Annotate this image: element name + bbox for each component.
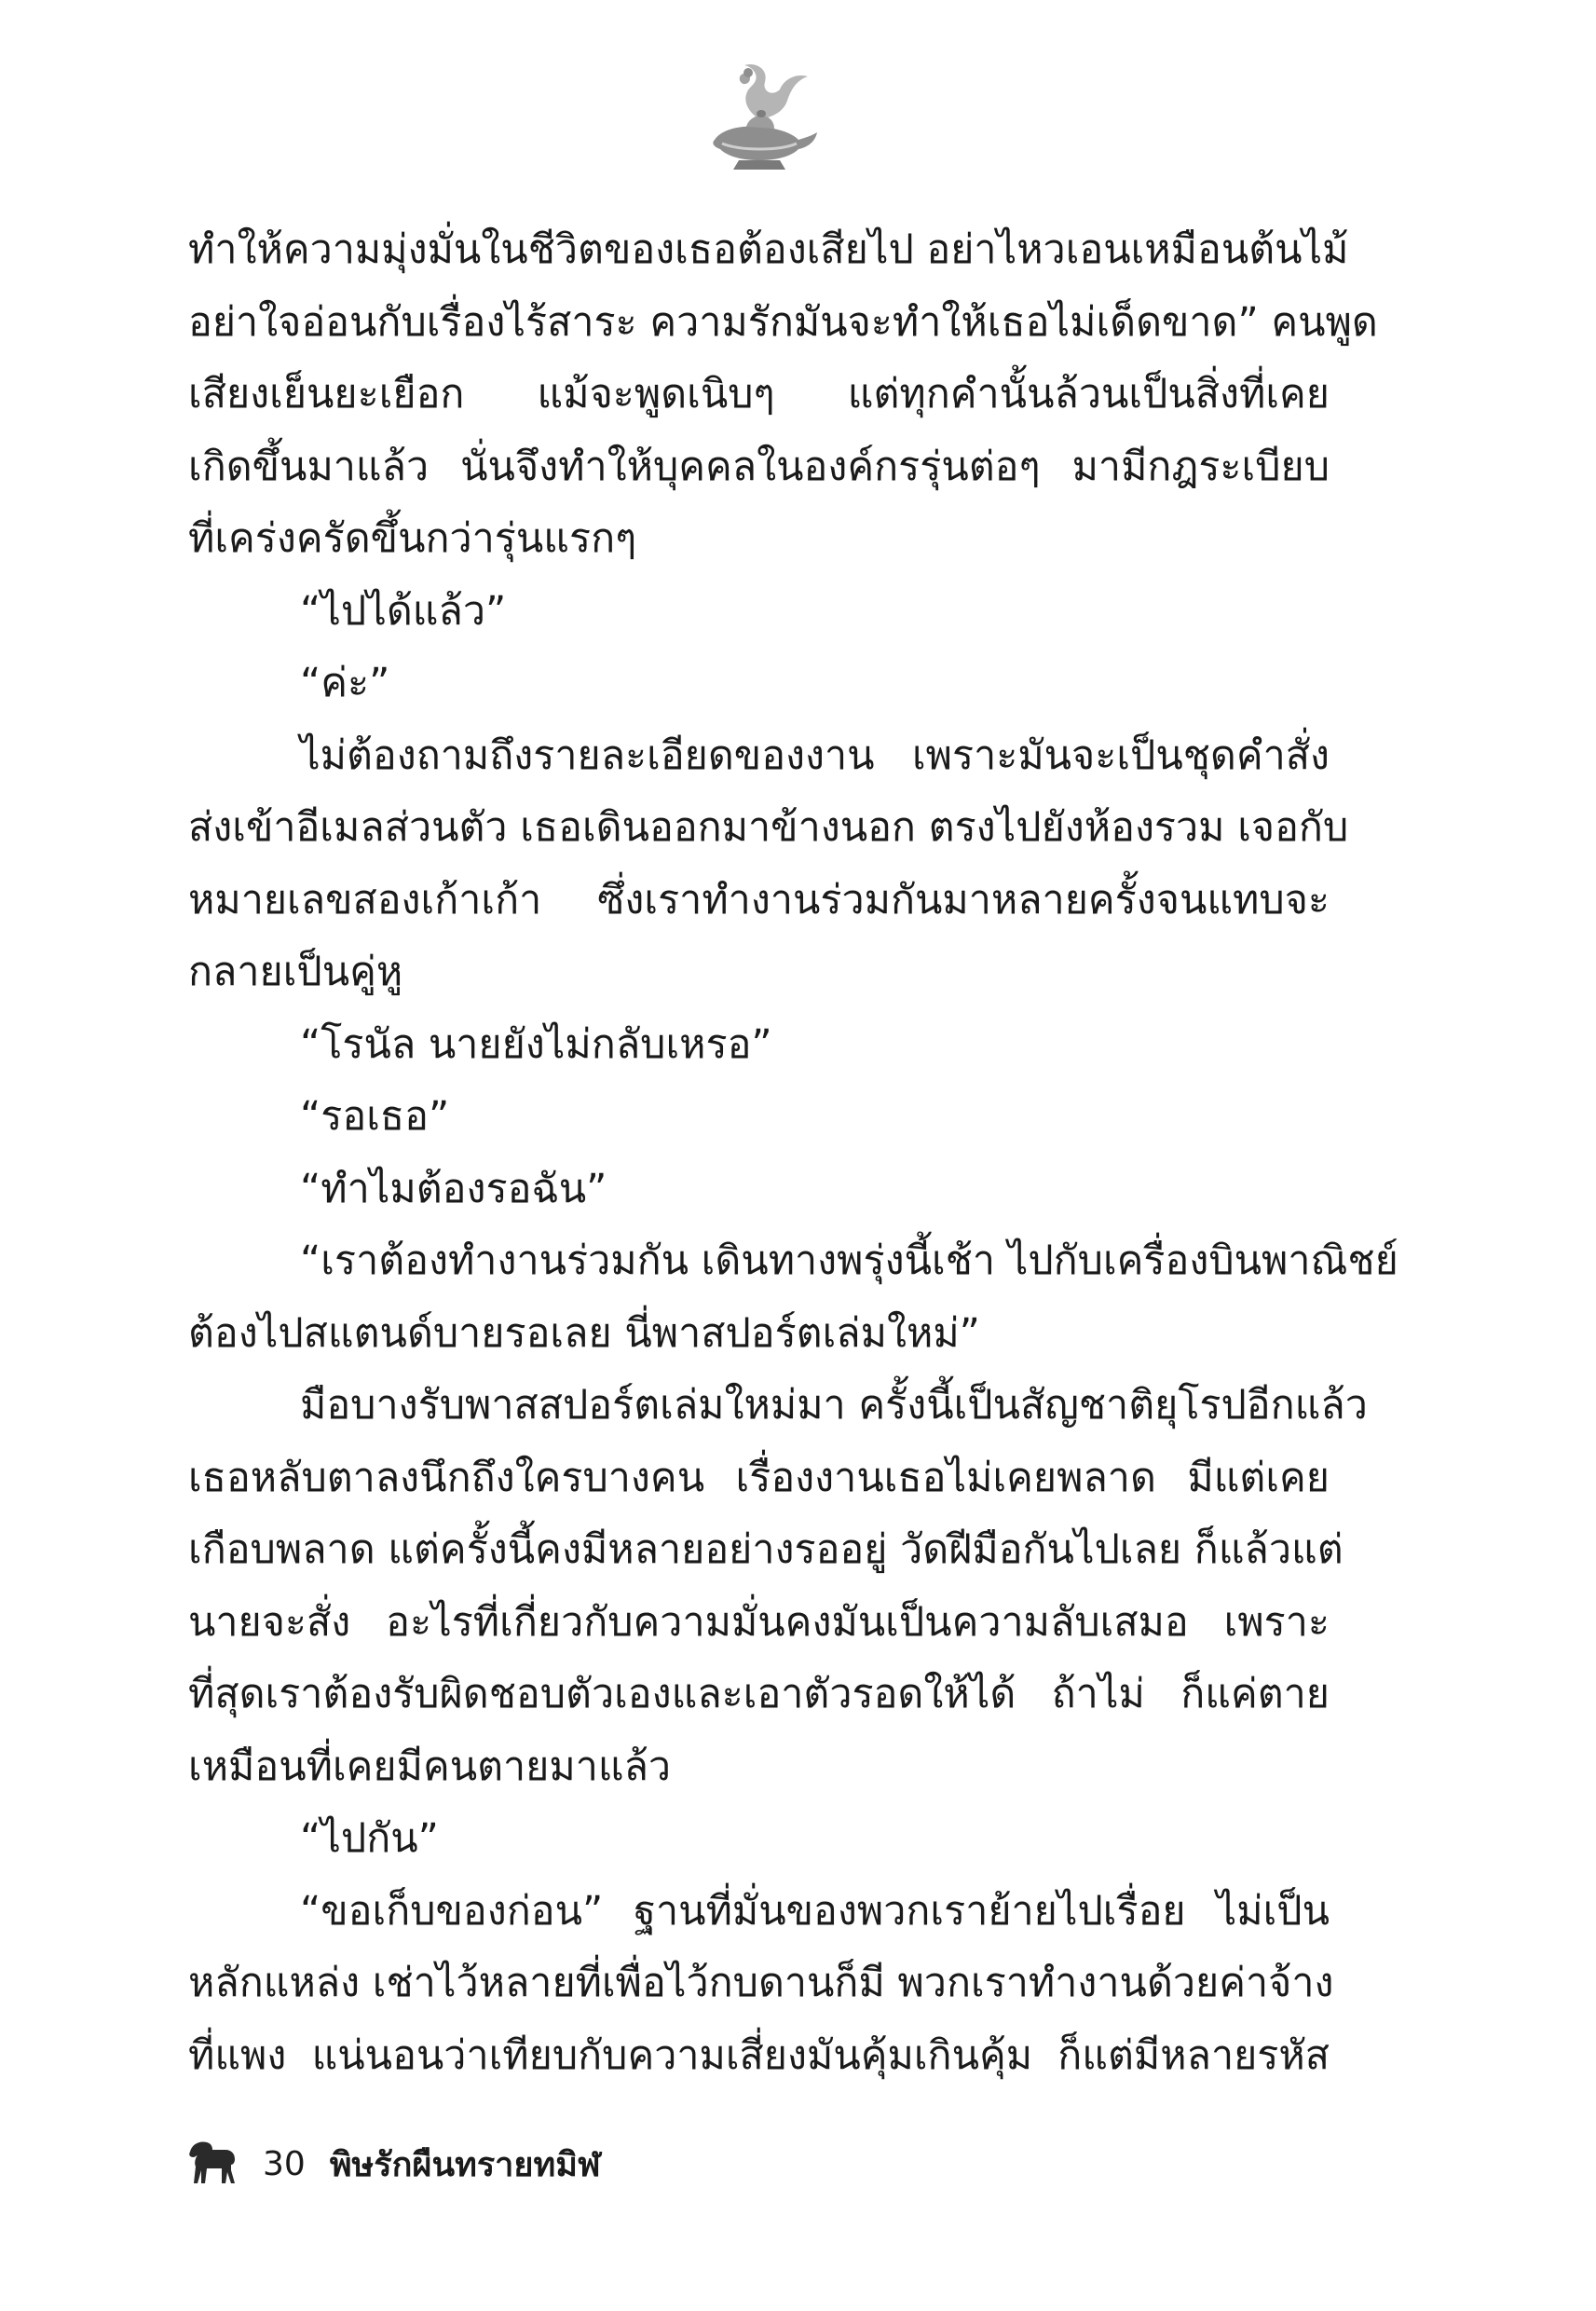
dialogue-line: “โรนัล นายยังไม่กลับเหรอ” (300, 1020, 772, 1068)
paragraph-line: ที่เคร่งครัดขึ้นกว่ารุ่นแรกๆ (188, 515, 637, 562)
paragraph-line: เสียงเย็นยะเยือก แม้จะพูดเนิบๆ แต่ทุกคำนั้นล้วนเป็นสิ่งที่เคย (188, 371, 1330, 417)
paragraph-line: เธอหลับตาลงนึกถึงใครบางคน เรื่องงานเธอไม่เคยพลาด มีแต่เคย (188, 1454, 1330, 1501)
paragraph-line: หมายเลขสองเก้าเก้า ซึ่งเราทำงานร่วมกันมาหลายครั้งจนแทบจะ (188, 876, 1330, 923)
dialogue-line: “รอเธอ” (300, 1093, 450, 1140)
paragraph-line: นายจะสั่ง อะไรที่เกี่ยวกับความมั่นคงมันเป็นความลับเสมอ เพราะ (188, 1598, 1330, 1646)
paragraph-line: ไม่ต้องถามถึงรายละเอียดของงาน เพราะมันจะเป็นชุดคำสั่ง (300, 732, 1330, 779)
horse-icon (184, 2139, 239, 2189)
paragraph-line: หลักแหล่ง เช่าไว้หลายที่เพื่อไว้กบดานก็มี พวกเราทำงานด้วยค่าจ้าง (188, 1960, 1334, 2006)
paragraph-line: เหมือนที่เคยมีคนตายมาแล้ว (188, 1743, 672, 1790)
page-footer (184, 2136, 601, 2192)
paragraph-line: อย่าใจอ่อนกับเรื่องไร้สาระ ความรักมันจะทำให้เธอไม่เด็ดขาด” คนพูด (188, 298, 1378, 346)
paragraph-line: กลายเป็นคู่หู (188, 949, 403, 995)
paragraph-line: ที่สุดเราต้องรับผิดชอบตัวเองและเอาตัวรอดให้ได้ ถ้าไม่ ก็แค่ตาย (188, 1671, 1330, 1717)
genie-lamp-icon (694, 54, 825, 175)
paragraph-line: ต้องไปสแตนด์บายรอเลย นี่พาสปอร์ตเล่มใหม่” (188, 1309, 980, 1357)
book-title: พิษรักผืนทรายทมิฬ (329, 2145, 601, 2184)
body-text (188, 214, 1398, 2092)
paragraph-line: มือบางรับพาสสปอร์ตเล่มใหม่มา ครั้งนี้เป็นสัญชาติยุโรปอีกแล้ว (300, 1382, 1368, 1429)
page-number: 30 (263, 2144, 306, 2183)
paragraph-line: ที่แพง แน่นอนว่าเทียบกับความเสี่ยงมันคุ้มเกินคุ้ม ก็แต่มีหลายรหัส (188, 2031, 1330, 2079)
dialogue-line: “ค่ะ” (300, 660, 390, 706)
paragraph-line: เกิดขึ้นมาแล้ว นั่นจึงทำให้บุคคลในองค์กรรุ่นต่อๆ มามีกฎระเบียบ (188, 443, 1330, 490)
dialogue-line: “ไปได้แล้ว” (300, 587, 507, 635)
dialogue-line: “เราต้องทำงานร่วมกัน เดินทางพรุ่งนี้เช้า ไปกับเครื่องบินพาณิชย์ (300, 1238, 1398, 1284)
paragraph-line: ทำให้ความมุ่งมั่นในชีวิตของเธอต้องเสียไป อย่าไหวเอนเหมือนต้นไม้ (188, 226, 1349, 273)
dialogue-line: “ทำไมต้องรอฉัน” (300, 1165, 607, 1212)
paragraph-line: ส่งเข้าอีเมลส่วนตัว เธอเดินออกมาข้างนอก ตรงไปยังห้องรวม เจอกับ (188, 804, 1349, 851)
dialogue-line: “ไปกัน” (300, 1815, 439, 1862)
paragraph-line: “ขอเก็บของก่อน” ฐานที่มั่นของพวกเราย้ายไปเรื่อย ไม่เป็น (300, 1887, 1330, 1935)
paragraph-line: เกือบพลาด แต่ครั้งนี้คงมีหลายอย่างรออยู่ วัดฝีมือกันไปเลย ก็แล้วแต่ (188, 1526, 1344, 1573)
